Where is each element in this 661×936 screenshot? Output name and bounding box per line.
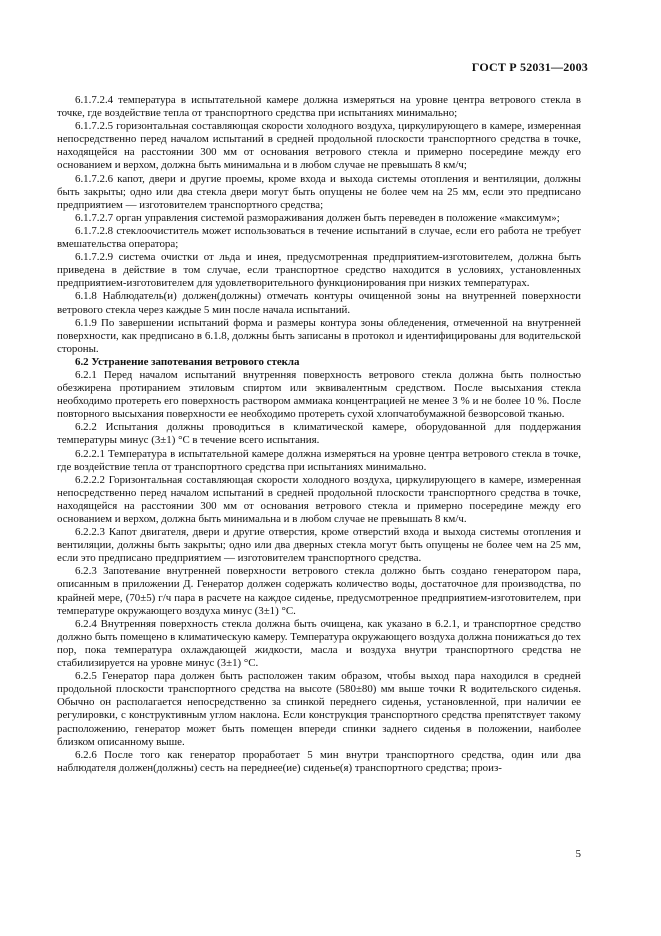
clause-6-1-7-2-7: 6.1.7.2.7 орган управления системой размораживания должен быть переведен в положение «максимум»; xyxy=(75,211,560,224)
clause-6-2-2: 6.2.2 Испытания должны проводиться в климатической камере, оборудованной для поддержания температуры минус (3±1) °С в течение всего испытания. xyxy=(57,421,581,447)
clause-6-2-1: 6.2.1 Перед началом испытаний внутренняя поверхность ветрового стекла должна быть полностью обезжирена протиранием этиловым спиртом или эквивалентным средством. После высыхания стекла необходимо протереть его поверхность раствором аммиака концентрацией не менее 3 % и не более 10 %. После повторного высыхания поверхности ее необходимо протереть сухой хлопчатобумажной безворсовой тканью. xyxy=(57,368,581,421)
clause-6-1-7-2-9: 6.1.7.2.9 система очистки от льда и инея, предусмотренная предприятием-изготовителем, должна быть приведена в действие в том случае, если транспортное средство находится в условиях, установленных предприятием-изготовителем для удовлетворительного функционирования при низких температурах. xyxy=(57,251,581,290)
clause-6-1-7-2-6: 6.1.7.2.6 капот, двери и другие проемы, кроме входа и выхода системы отопления и вентиляции, должны быть закрыты; одно или два стекла двери могут быть опущены не более чем на 25 мм, если это предписано предприятием — изготовителем транспортного средства; xyxy=(57,172,581,211)
clause-6-1-7-2-4: 6.1.7.2.4 температура в испытательной камере должна измеряться на уровне центра ветрового стекла в точке, где воздействие тепла от транспортного средства при испытаниях минимально; xyxy=(57,94,581,120)
clause-6-2-6: 6.2.6 После того как генератор проработает 5 мин внутри транспортного средства, один или два наблюдателя должен(должны) сесть на переднее(ие) сиденье(я) транспортного средства; произ- xyxy=(57,748,581,774)
clause-6-1-7-2-5: 6.1.7.2.5 горизонтальная составляющая скорости холодного воздуха, циркулирующего в камере, измеренная непосредственно перед началом испытаний в средней продольной плоскости транспортного средства в точке, находящейся на расстоянии 300 мм от основания ветрового стекла и примерно посередине между его основанием и верхом, должна быть минимальна и в любом случае не превышать 8 км/ч; xyxy=(57,120,581,172)
clause-6-2-5: 6.2.5 Генератор пара должен быть расположен таким образом, чтобы выход пара находился в средней продольной плоскости транспортного средства на высоте (580±80) мм выше точки R водительского сиденья. Обычно он располагается непосредственно за спинкой переднего сиденья, установленной, при наличии ее регулировки, с конструктивным углом наклона. Если конструкция транспортного средства препятствует такому расположению, генератор может быть помещен впереди спинки заднего сиденья в положении, наиболее близком описанному выше. xyxy=(57,670,581,748)
document-id: ГОСТ Р 52031—2003 xyxy=(471,60,588,74)
section-heading-6-2: 6.2 Устранение запотевания ветрового стекла xyxy=(75,355,300,368)
clause-6-1-7-2-8: 6.1.7.2.8 стеклоочиститель может использоваться в течение испытаний в случае, если его работа не требует вмешательства оператора; xyxy=(57,224,581,251)
clause-6-2-2-1: 6.2.2.1 Температура в испытательной камере должна измеряться на уровне центра ветрового стекла в точке, где воздействие тепла от транспортного средства при испытаниях минимально. xyxy=(57,447,581,473)
clause-6-1-8: 6.1.8 Наблюдатель(и) должен(должны) отмечать контуры очищенной зоны на внутренней поверхности ветрового стекла через каждые 5 мин после начала испытаний. xyxy=(57,290,581,316)
clause-6-1-9: 6.1.9 По завершении испытаний форма и размеры контура зоны обледенения, отмеченной на внутренней поверхности, как предписано в 6.1.8, должны быть записаны в протокол и идентифицированы для водительской стороны. xyxy=(57,316,581,355)
clause-6-2-4: 6.2.4 Внутренняя поверхность стекла должна быть очищена, как указано в 6.2.1, и транспортное средство должно быть помещено в климатическую камеру. Температура окружающего воздуха должна понижаться до тех пор, пока температура охлаждающей жидкости, масла и воздуха внутри транспортного средства не стабилизируется на уровне минус (3±1) °С. xyxy=(57,617,581,670)
body-text xyxy=(57,94,581,775)
clause-6-2-2-3: 6.2.2.3 Капот двигателя, двери и другие отверстия, кроме отверстий входа и выхода системы отопления и вентиляции, должны быть закрыты; одно или два дверных стекла могут быть опущены не более чем на 25 мм, если это предписано предприятием — изготовителем транспортного средства. xyxy=(57,526,581,565)
clause-6-2-3: 6.2.3 Запотевание внутренней поверхности ветрового стекла должно быть создано генератором пара, описанным в приложении Д. Генератор должен содержать количество воды, достаточное для производства, по крайней мере, (70±5) г/ч пара в расчете на каждое сиденье, предусмотренное предприятием-изготовителем, при температуре окружающего воздуха минус (3±1) °С. xyxy=(57,565,581,617)
clause-6-2-2-2: 6.2.2.2 Горизонтальная составляющая скорости холодного воздуха, циркулирующего в камере, измеренная непосредственно перед началом испытаний в средней продольной плоскости транспортного средства в точке, находящейся на расстоянии 300 мм от основания ветрового стекла и примерно посередине между его основанием и верхом, должна быть минимальна и в любом случае не превышать 8 км/ч. xyxy=(57,473,581,525)
page-number: 5 xyxy=(575,848,581,860)
